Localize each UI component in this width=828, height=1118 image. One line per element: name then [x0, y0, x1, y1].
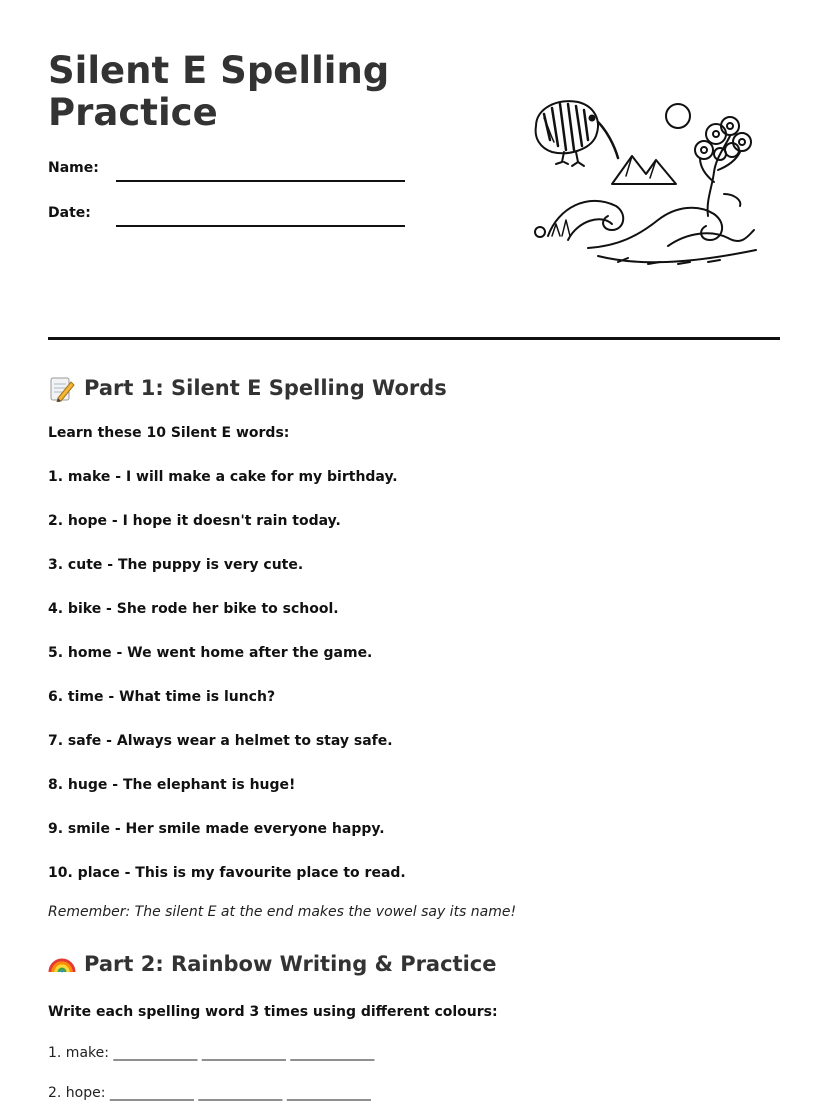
list-item: 6. time - What time is lunch? — [48, 689, 276, 705]
practice-line[interactable]: 2. hope: ____________ ____________ ____________ — [48, 1085, 371, 1101]
kiwi-bird-landscape-illustration — [528, 96, 763, 271]
list-item: 9. smile - Her smile made everyone happy. — [48, 821, 385, 837]
tree-icon — [695, 117, 751, 216]
waves-icon — [548, 194, 756, 264]
memo-pencil-icon — [48, 374, 76, 402]
part2-heading-text: Part 2: Rainbow Writing & Practice — [84, 952, 497, 976]
page-title — [48, 50, 468, 134]
section-divider — [48, 337, 780, 340]
part2-intro: Write each spelling word 3 times using different colours: — [48, 1004, 498, 1020]
part1-heading-text: Part 1: Silent E Spelling Words — [84, 376, 447, 400]
name-line[interactable] — [116, 180, 405, 182]
list-item: 5. home - We went home after the game. — [48, 645, 373, 661]
sun-icon — [666, 104, 690, 128]
date-label: Date: — [48, 205, 91, 221]
title-line-1: Silent E Spelling — [48, 49, 390, 92]
rainbow-icon — [48, 950, 76, 978]
list-item: 3. cute - The puppy is very cute. — [48, 557, 304, 573]
list-item: 8. huge - The elephant is huge! — [48, 777, 296, 793]
list-item: 4. bike - She rode her bike to school. — [48, 601, 339, 617]
part1-heading — [48, 374, 447, 402]
part1-intro: Learn these 10 Silent E words: — [48, 425, 290, 441]
title-line-2: Practice — [48, 91, 218, 134]
reminder-text: Remember: The silent E at the end makes the vowel say its name! — [48, 904, 517, 920]
mountains-icon — [612, 156, 676, 184]
part2-heading — [48, 950, 496, 978]
practice-line[interactable]: 1. make: ____________ ____________ ____________ — [48, 1045, 375, 1061]
list-item: 7. safe - Always wear a helmet to stay safe. — [48, 733, 393, 749]
date-line[interactable] — [116, 225, 405, 227]
kiwi-bird-icon — [536, 101, 618, 166]
name-label: Name: — [48, 160, 99, 176]
list-item: 10. place - This is my favourite place to read. — [48, 865, 406, 881]
list-item: 1. make - I will make a cake for my birthday. — [48, 469, 398, 485]
list-item: 2. hope - I hope it doesn't rain today. — [48, 513, 341, 529]
